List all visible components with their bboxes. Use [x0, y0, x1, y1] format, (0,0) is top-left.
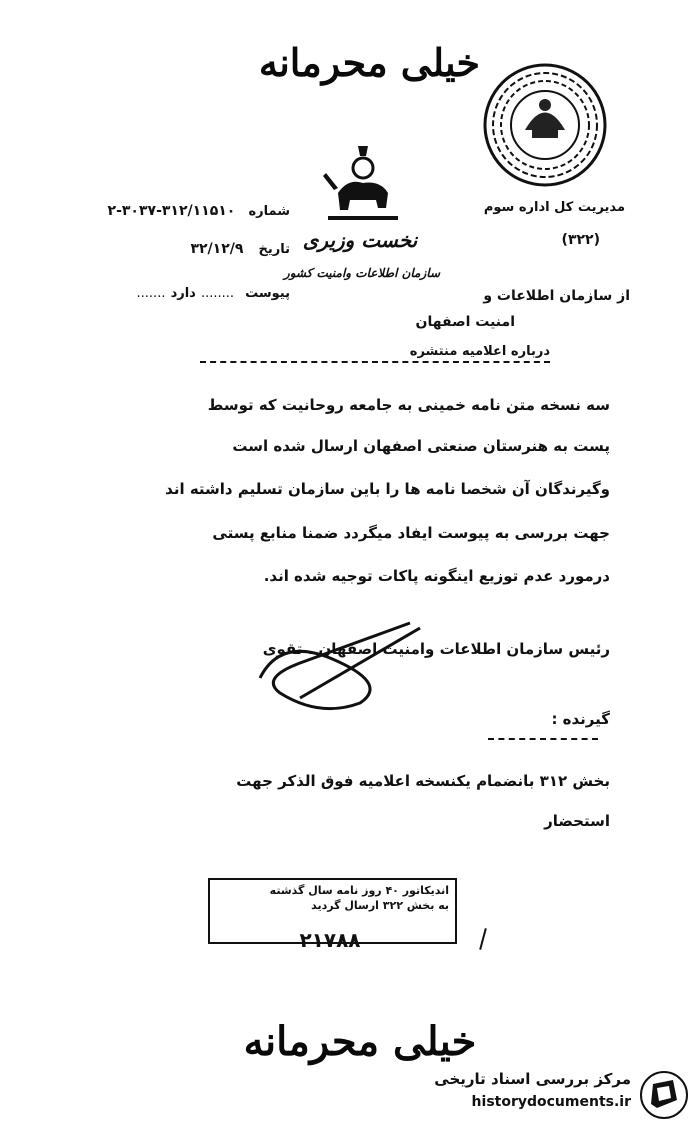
- department-code: (۳۲۲): [561, 232, 600, 248]
- recipient-underline: [488, 738, 598, 740]
- watermark-logo-icon: [639, 1070, 689, 1124]
- watermark-website: historydocuments.ir: [471, 1094, 631, 1110]
- organization-name: سازمان اطلاعات وامنیت کشور: [283, 266, 440, 280]
- round-seal: [480, 60, 610, 190]
- ministry-name: نخست وزیری: [302, 228, 418, 252]
- body-line-5: درمورد عدم توزیع اینگونه پاکات توجیه شده اند.: [263, 567, 610, 585]
- date-value: ۳۲/۱۲/۹: [190, 241, 244, 257]
- registry-stamp-line-2: به بخش ۳۲۲ ارسال گردید: [311, 899, 449, 912]
- watermark: [412, 1066, 697, 1122]
- attachment-field: پیوست ........ دارد .......: [136, 286, 290, 301]
- attachment-value: دارد: [170, 286, 196, 301]
- body-line-2: پست به هنرستان صنعتی اصفهان ارسال شده است: [232, 437, 610, 455]
- department-name: مدیریت کل اداره سوم: [483, 200, 625, 215]
- number-field: [60, 200, 290, 219]
- number-value: ۳۱۲/۱۱۵۱۰-۳۰۳۷-۲: [107, 203, 236, 219]
- registry-number: ۲۱۷۸۸: [299, 928, 361, 952]
- body-line-3: وگیرندگان آن شخصا نامه ها را باین سازمان تسلیم داشته اند: [165, 480, 610, 498]
- body-line-4: جهت بررسی به پیوست ایفاد میگردد ضمنا منابع پستی: [212, 524, 610, 542]
- number-label: شماره: [248, 204, 290, 219]
- date-field: [80, 238, 290, 257]
- recipient-label: گیرنده :: [551, 710, 610, 728]
- lion-sun-emblem: [318, 138, 408, 232]
- subject-line: درباره اعلامیه منتشره: [200, 344, 550, 363]
- date-label: تاریخ: [258, 242, 290, 257]
- recipient-line-1: بخش ۳۱۲ بانضمام یکنسخه اعلامیه فوق الذکر جهت: [236, 772, 610, 790]
- watermark-org-name: مرکز بررسی اسناد تاریخی: [434, 1070, 631, 1088]
- signature-line: رئیس سازمان اطلاعات وامنیت اصفهان . تقوی: [262, 640, 610, 658]
- classification-bottom: خیلی محرمانه: [243, 1018, 477, 1065]
- body-line-1: سه نسخه متن نامه خمینی به جامعه روحانیت که توسط: [207, 396, 610, 414]
- registry-stamp-line-1: اندیکاتور ۴۰ روز نامه سال گذشته: [269, 884, 449, 897]
- from-line-2: امنیت اصفهان: [415, 314, 515, 330]
- from-line: از سازمان اطلاعات و: [483, 288, 630, 304]
- slash-mark: [479, 928, 487, 950]
- recipient-line-2: استحضار: [544, 812, 610, 830]
- signature-scribble: [240, 608, 440, 722]
- classification-top: خیلی محرمانه: [258, 40, 480, 85]
- attachment-label: پیوست: [245, 286, 290, 301]
